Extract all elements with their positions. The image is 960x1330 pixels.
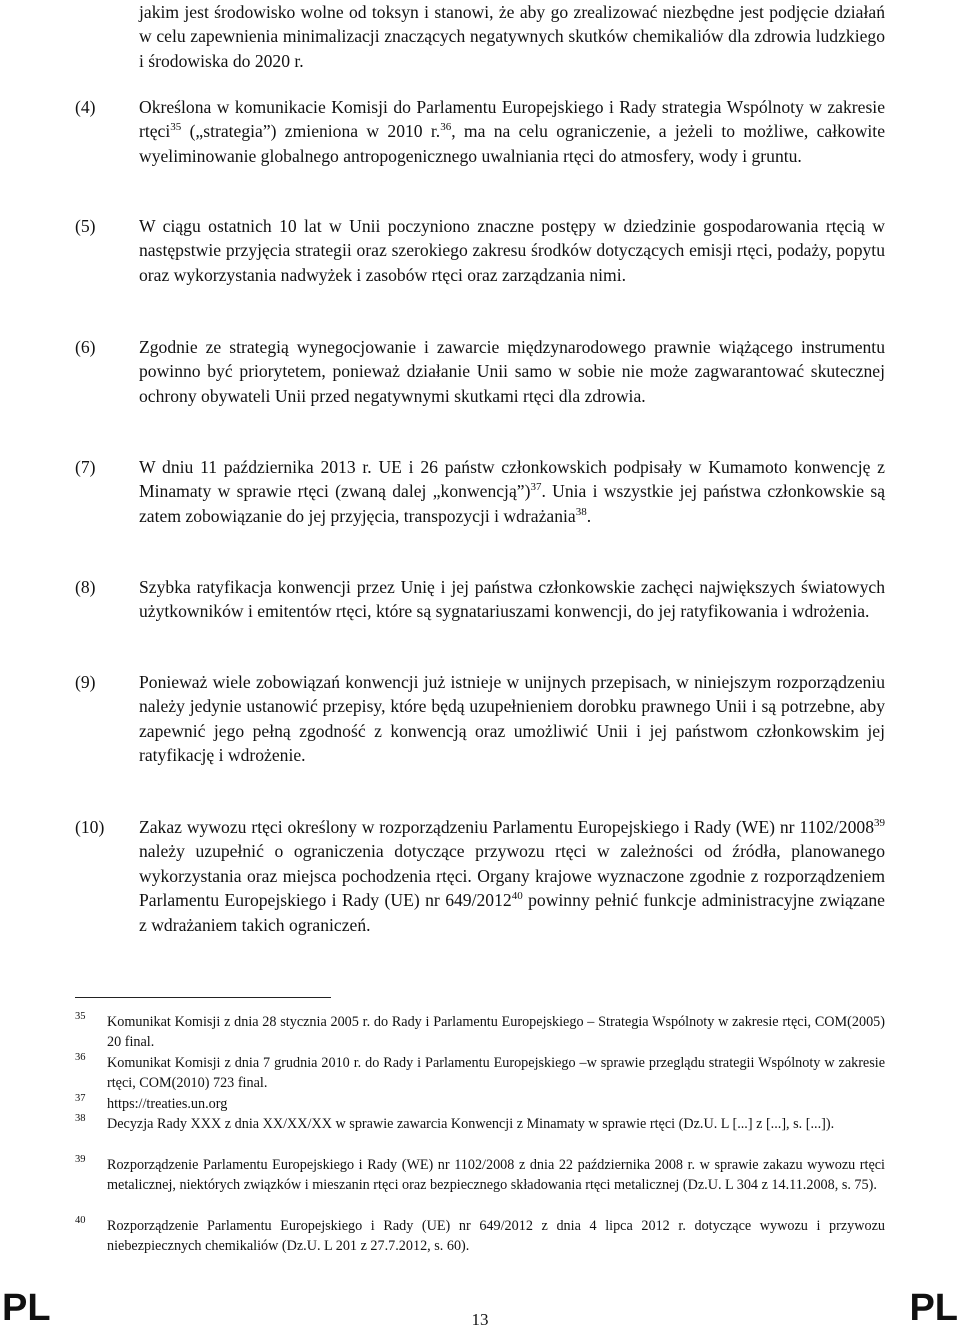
recital-5	[75, 214, 885, 287]
footnote-separator	[75, 997, 331, 998]
footnote-ref-39[interactable]: 39	[874, 817, 885, 829]
footnote-text: Decyzja Rady XXX z dnia XX/XX/XX w sprawie zawarcia Konwencji z Minamaty w sprawie rtęci (Dz.U. L [...] z [...], s. [...]).	[107, 1116, 835, 1132]
footnote-number: 39	[75, 1154, 86, 1165]
footnote-ref-36[interactable]: 36	[440, 121, 452, 134]
recital-number: (5)	[75, 216, 96, 236]
continuation-text: jakim jest środowisko wolne od toksyn i stanowi, że aby go zrealizować niezbędne jest podjęcie działań w celu zapewnienia minimalizacji znaczących negatywnych skutków chemikaliów dla zdrowia ludzkiego i środowiska do 2020 r.	[139, 2, 885, 71]
footnote-text: Komunikat Komisji z dnia 7 grudnia 2010 r. do Rady i Parlamentu Europejskiego –w sprawie przeglądu strategii Wspólnoty w zakresie rtęci, COM(2010) 723 final.	[107, 1055, 885, 1092]
footnote-number: 40	[75, 1215, 86, 1226]
footnote-40	[75, 1216, 885, 1256]
recital-text: W ciągu ostatnich 10 lat w Unii poczyniono znaczne postępy w dziedzinie gospodarowania rtęcią w następstwie przyjęcia strategii oraz szerokiego zakresu środków dotyczących emisji rtęci, podaży, popytu oraz wykorzystania nadwyżek i zasobów rtęci oraz zarządzania nimi.	[139, 216, 885, 285]
language-code-left: PL	[2, 1287, 51, 1329]
recital-text: Ponieważ wiele zobowiązań konwencji już istnieje w unijnych przepisach, w niniejszym rozporządzeniu należy jedynie ustanowić przepisy, które będą uzupełnieniem dorobku prawnego Unii i są potrzebne, aby zapewnić jego pełną zgodność z konwencją oraz umożliwić Unii i jej państwom członkowskim jej ratyfikację i wdrożenie.	[139, 672, 885, 766]
recital-number: (10)	[75, 817, 105, 837]
footnote-39	[75, 1155, 885, 1195]
footnote-link[interactable]: https://treaties.un.org	[107, 1096, 228, 1112]
footnote-ref-37[interactable]: 37	[530, 481, 542, 494]
recital-text: Szybka ratyfikacja konwencji przez Unię i jej państwa członkowskie zachęci największych światowych użytkowników i emitentów rtęci, które są sygnatariuszami konwencji, do jej ratyfikowania i wdrożenia.	[139, 577, 885, 622]
footnote-36	[75, 1053, 885, 1093]
recital-9	[75, 670, 885, 768]
footnote-number: 37	[75, 1093, 86, 1104]
recital-number: (4)	[75, 97, 96, 117]
page-number: 13	[471, 1310, 489, 1329]
recital-6	[75, 335, 885, 408]
footnote-37	[75, 1094, 885, 1114]
recital-text: Zakaz wywozu rtęci określony w rozporządzeniu Parlamentu Europejskiego i Rady (WE) nr 1102/2008$^{39}$ należy uzupełnić o ograniczenia dotyczące przywozu rtęci w zależności od źródła, planowanego wykorzystania oraz miejsca pochodzenia rtęci. Organy krajowe wyznaczone zgodnie z rozporządzeniem Parlamentu Europejskiego i Rady (UE) nr 649/2012$^{40}$ powinny pełnić funkcje administracyjne związane z wdrażaniem takich ograniczeń.	[139, 817, 885, 935]
footnote-number: 36	[75, 1052, 86, 1063]
footnote-35	[75, 1012, 885, 1052]
recital-8	[75, 575, 885, 624]
footnote-text: Komunikat Komisji z dnia 28 stycznia 2005 r. do Rady i Parlamentu Europejskiego – Strategia Wspólnoty w zakresie rtęci, COM(2005) 20 final.	[107, 1014, 885, 1051]
footnote-38	[75, 1114, 885, 1134]
footnote-text: Rozporządzenie Parlamentu Europejskiego i Rady (WE) nr 1102/2008 z dnia 22 października 2008 r. w sprawie zakazu wywozu rtęci metalicznej, niektórych związków i mieszanin rtęci oraz bezpiecznego składowania rtęci metalicznej (Dz.U. L 304 z 14.11.2008, s. 75).	[107, 1157, 885, 1194]
recital-number: (9)	[75, 672, 96, 692]
recital-number: (8)	[75, 577, 96, 597]
footnote-ref-38[interactable]: 38	[575, 505, 587, 518]
recital-10	[75, 815, 885, 937]
language-code-right: PL	[909, 1287, 958, 1329]
footnote-text: Rozporządzenie Parlamentu Europejskiego i Rady (UE) nr 649/2012 z dnia 4 lipca 2012 r. dotyczące wywozu i przywozu niebezpiecznych chemikaliów (Dz.U. L 201 z 27.7.2012, s. 60).	[107, 1218, 885, 1255]
footnote-number: 38	[75, 1113, 86, 1124]
recital-number: (7)	[75, 457, 96, 477]
recital-text: Określona w komunikacie Komisji do Parlamentu Europejskiego i Rady strategia Wspólnoty w zakresie rtęci$^{35}$ („strategia”) zmieniona w 2010 r.$^{36}$, ma na celu ograniczenie, a jeżeli to możliwe, całkowite wyeliminowanie globalnego antropogenicznego uwalniania rtęci do atmosfery, wody i gruntu.	[139, 97, 885, 166]
recital-text: Zgodnie ze strategią wynegocjowanie i zawarcie międzynarodowego prawnie wiążącego instrumentu powinno być priorytetem, ponieważ działanie Unii samo w sobie nie może zagwarantować skutecznej ochrony obywateli Unii przed negatywnymi skutkami rtęci dla zdrowia.	[139, 337, 885, 406]
footnote-ref-35[interactable]: 35	[170, 121, 182, 134]
recital-number: (6)	[75, 337, 96, 357]
recital-text: W dniu 11 października 2013 r. UE i 26 państw członkowskich podpisały w Kumamoto konwencję z Minamaty w sprawie rtęci (zwaną dalej „konwencją”)$^{37}$. Unia i wszystkie jej państwa członkowskie są zatem zobowiązanie do jej przyjęcia, transpozycji i wdrażania$^{38}$.	[139, 457, 886, 526]
recital-4	[75, 95, 885, 168]
footnote-ref-40[interactable]: 40	[511, 890, 523, 903]
footnote-number: 35	[75, 1011, 86, 1022]
recital-7	[75, 455, 885, 528]
